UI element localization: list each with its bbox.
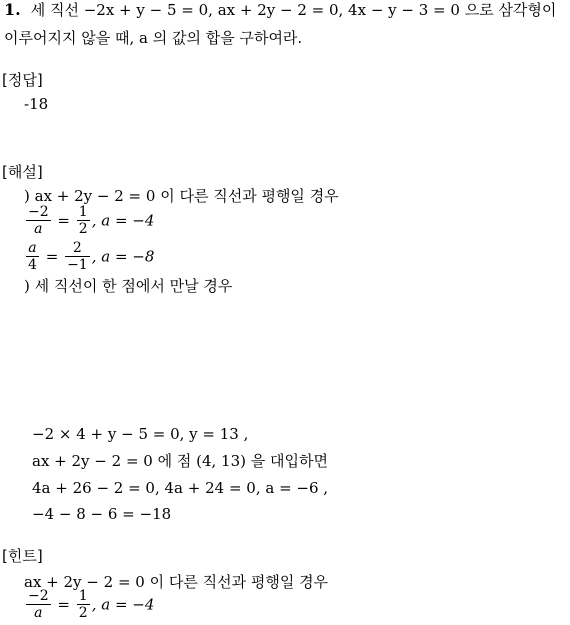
fraction: $\frac{2}{-1}$ xyxy=(67,240,88,273)
explanation-equation-1: $\frac{-2}{a}$ = $\frac{1}{2}$ , a = −4 xyxy=(28,204,155,237)
explanation-step-2: ax + 2y − 2 = 0 에 점 (4, 13) 을 대입하면 xyxy=(32,452,328,470)
explanation-step-3: 4a + 26 − 2 = 0, 4a + 24 = 0, a = −6 , xyxy=(32,479,329,497)
explanation-case-2: ) 세 직선이 한 점에서 만날 경우 xyxy=(24,277,233,295)
fraction: $\frac{1}{2}$ xyxy=(78,204,88,237)
problem-number: 1. xyxy=(4,0,21,19)
answer-header: [정답] xyxy=(2,71,43,89)
fraction: $\frac{1}{2}$ xyxy=(78,588,88,621)
explanation-step-4: −4 − 8 − 6 = −18 xyxy=(32,505,172,523)
explanation-case-1: ) ax + 2y − 2 = 0 이 다른 직선과 평행일 경우 xyxy=(24,187,339,205)
problem-text-1: 세 직선 −2x + y − 5 = 0, ax + 2y − 2 = 0, 4x − y − 3 = 0 으로 삼각형이 xyxy=(30,1,557,19)
hint-header: [힌트] xyxy=(2,547,43,565)
fraction: $\frac{-2}{a}$ xyxy=(28,204,49,237)
answer-value: -18 xyxy=(24,95,49,113)
hint-equation: $\frac{-2}{a}$ = $\frac{1}{2}$ , a = −4 xyxy=(28,588,155,621)
fraction: $\frac{a}{4}$ xyxy=(28,240,37,273)
explanation-header: [해설] xyxy=(2,163,43,181)
explanation-step-1: −2 × 4 + y − 5 = 0, y = 13 , xyxy=(32,425,249,443)
explanation-equation-2: $\frac{a}{4}$ = $\frac{2}{-1}$ , a = −8 xyxy=(28,240,155,273)
fraction: $\frac{-2}{a}$ xyxy=(28,588,49,621)
problem-text-2: 이루어지지 않을 때, a 의 값의 합을 구하여라. xyxy=(4,29,303,47)
hint-line: ax + 2y − 2 = 0 이 다른 직선과 평행일 경우 xyxy=(24,573,329,591)
problem-line-1 xyxy=(4,0,556,20)
